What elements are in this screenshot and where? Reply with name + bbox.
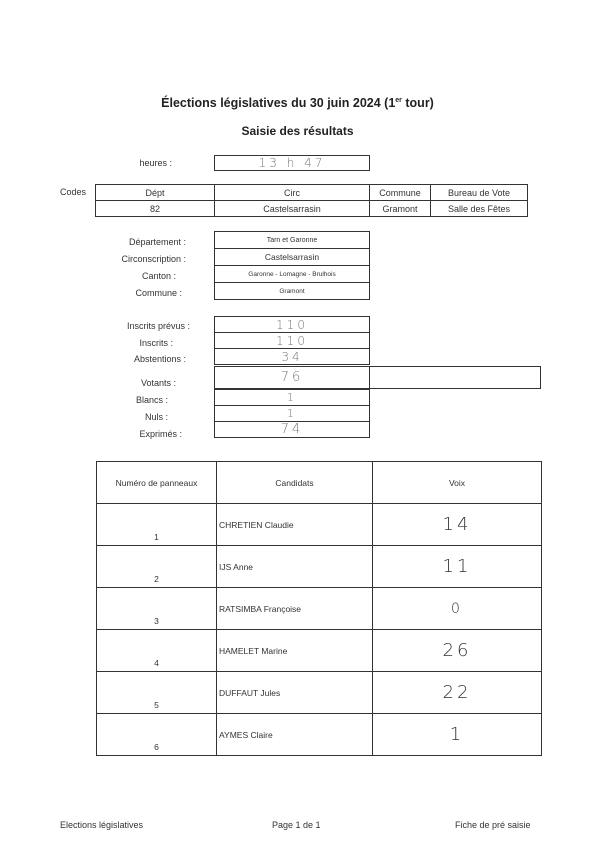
results-table	[96, 461, 542, 756]
inscrits-prevus-field[interactable]: 110	[214, 316, 370, 333]
nuls-label: Nuls :	[144, 412, 168, 422]
abstentions-label: Abstentions :	[133, 354, 186, 364]
departement-label: Département :	[128, 237, 186, 247]
panel-number: 4	[97, 630, 217, 672]
votants-extra-box	[369, 366, 541, 389]
codes-table	[95, 184, 528, 217]
commune-field: Gramont	[214, 282, 370, 300]
votes-value[interactable]: 11	[373, 546, 542, 588]
canton-label: Canton :	[141, 271, 176, 281]
exprimes-label: Exprimés :	[139, 429, 182, 439]
codes-value-bureau: Salle des Fêtes	[431, 201, 528, 217]
table-row	[97, 714, 542, 756]
votes-value[interactable]: 22	[373, 672, 542, 714]
votants-field[interactable]: 76	[214, 366, 370, 389]
departement-field: Tarn et Garonne	[214, 231, 370, 249]
table-row	[97, 504, 542, 546]
codes-header-dept: Dépt	[96, 185, 215, 201]
results-header-voix: Voix	[373, 462, 542, 504]
votes-value[interactable]: 26	[373, 630, 542, 672]
candidate-name: IJS Anne	[217, 546, 373, 588]
votants-label: Votants :	[140, 378, 176, 388]
candidate-name: DUFFAUT Jules	[217, 672, 373, 714]
panel-number: 1	[97, 504, 217, 546]
table-row	[97, 630, 542, 672]
page-subtitle: Saisie des résultats	[241, 124, 354, 138]
codes-header-bureau: Bureau de Vote	[431, 185, 528, 201]
page-title: Élections législatives du 30 juin 2024 (1er tour)	[161, 96, 434, 110]
results-header-candidats: Candidats	[217, 462, 373, 504]
blancs-field[interactable]: 1	[214, 389, 370, 406]
commune-label: Commune :	[135, 288, 182, 298]
inscrits-field[interactable]: 110	[214, 332, 370, 349]
table-row	[97, 546, 542, 588]
heures-field[interactable]: 13 h 47	[214, 155, 370, 171]
codes-value-commune: Gramont	[370, 201, 431, 217]
canton-field: Garonne - Lomagne - Brulhois	[214, 265, 370, 283]
candidate-name: AYMES Claire	[217, 714, 373, 756]
votes-value[interactable]: 0	[373, 588, 542, 630]
votes-value[interactable]: 14	[373, 504, 542, 546]
candidate-name: RATSIMBA Françoise	[217, 588, 373, 630]
table-row	[97, 588, 542, 630]
circonscription-field: Castelsarrasin	[214, 248, 370, 266]
codes-header-circ: Circ	[215, 185, 370, 201]
inscrits-label: Inscrits :	[139, 338, 173, 348]
circonscription-label: Circonscription :	[121, 254, 186, 264]
codes-label: Codes	[60, 187, 87, 197]
panel-number: 3	[97, 588, 217, 630]
candidate-name: HAMELET Marine	[217, 630, 373, 672]
panel-number: 6	[97, 714, 217, 756]
results-header-num: Numéro de panneaux	[97, 462, 217, 504]
panel-number: 5	[97, 672, 217, 714]
table-row	[97, 672, 542, 714]
codes-value-circ: Castelsarrasin	[215, 201, 370, 217]
codes-header-commune: Commune	[370, 185, 431, 201]
footer-right: Fiche de pré saisie	[455, 820, 531, 830]
abstentions-field[interactable]: 34	[214, 348, 370, 365]
codes-value-dept: 82	[96, 201, 215, 217]
votes-value[interactable]: 1	[373, 714, 542, 756]
footer-page-number: Page 1 de 1	[272, 820, 321, 830]
inscrits-prevus-label: Inscrits prévus :	[126, 321, 190, 331]
blancs-label: Blancs :	[135, 395, 168, 405]
panel-number: 2	[97, 546, 217, 588]
candidate-name: CHRETIEN Claudie	[217, 504, 373, 546]
footer-left: Elections législatives	[60, 820, 144, 830]
heures-label: heures :	[139, 158, 172, 168]
exprimes-field[interactable]: 74	[214, 421, 370, 438]
nuls-field[interactable]: 1	[214, 405, 370, 422]
